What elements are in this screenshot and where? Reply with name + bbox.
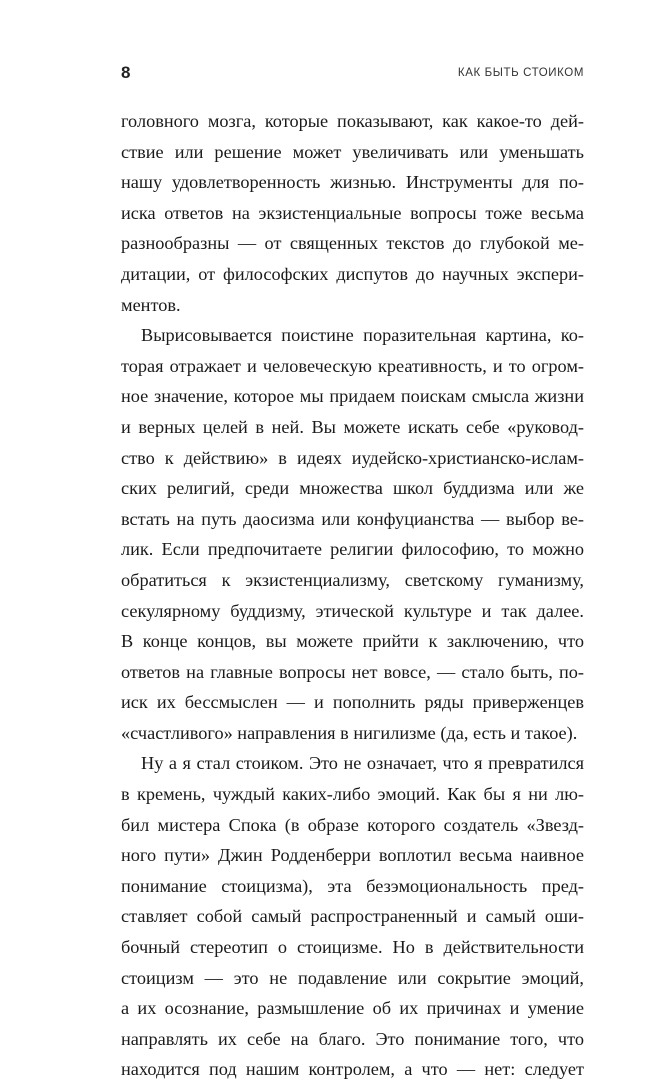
text-line: торая отражает и человеческую креативность, и то огром- (121, 355, 584, 376)
text-line: ответов на главные вопросы нет вовсе, — стало быть, по- (121, 661, 584, 682)
text-line: бочный стереотип о стоицизме. Но в действительности (121, 937, 584, 958)
text-line: секулярному буддизму, этической культуре и так далее. (121, 600, 584, 621)
page-number: 8 (121, 63, 131, 82)
text-line: встать на путь даосизма или конфуцианства — выбор ве- (121, 508, 584, 529)
text-line: ментов. (121, 294, 181, 315)
text-line: дитации, от философских диспутов до научных экспери- (121, 263, 584, 284)
text-line: иска ответов на экзистенциальные вопросы тоже весьма (121, 202, 584, 223)
text-line: Ну а я стал стоиком. Это не означает, что я превратился (141, 753, 584, 774)
text-line: иск их бессмыслен — и пополнить ряды приверженцев (121, 692, 584, 713)
text-line: ских религий, среди множества школ буддизма или же (121, 478, 584, 499)
text-line: ное значение, которое мы придаем поискам смысла жизни (121, 386, 584, 407)
text-line: понимание стоицизма), эта безэмоциональность пред- (121, 875, 584, 896)
text-line: направлять их себе на благо. Это понимание того, что (121, 1028, 584, 1049)
body-text (121, 106, 584, 1085)
text-line: ство к действию» в идеях иудейско-христианско-ислам- (121, 447, 584, 468)
text-line: ствие или решение может увеличивать или уменьшать (121, 141, 584, 162)
paragraph-2 (121, 320, 584, 748)
text-line: ставляет собой самый распространенный и самый оши- (121, 906, 584, 927)
text-line: в кремень, чуждый каких-либо эмоций. Как бы я ни лю- (121, 784, 584, 805)
running-header (121, 62, 584, 84)
text-line: разнообразны — от священных текстов до глубокой ме- (121, 233, 584, 254)
text-line: стоицизм — это не подавление или сокрытие эмоций, (121, 967, 584, 988)
text-line: «счастливого» направления в нигилизме (да, есть и такое). (121, 722, 578, 743)
text-line: ного пути» Джин Родденберри воплотил весьма наивное (121, 845, 584, 866)
paragraph-1 (121, 106, 584, 320)
text-line: а их осознание, размышление об их причинах и умение (121, 998, 584, 1019)
text-line: и верных целей в ней. Вы можете искать себе «руковод- (121, 416, 584, 437)
text-line: нашу удовлетворенность жизнью. Инструменты для по- (121, 172, 584, 193)
paragraph-3 (121, 748, 584, 1085)
text-line: обратиться к экзистенциализму, светскому гуманизму, (121, 569, 584, 590)
text-line: В конце концов, вы можете прийти к заключению, что (121, 631, 584, 652)
text-line: бил мистера Спока (в образе которого создатель «Звезд- (121, 814, 584, 835)
text-line: находится под нашим контролем, а что — нет: следует (121, 1059, 584, 1080)
text-line: головного мозга, которые показывают, как какое-то дей- (121, 111, 584, 131)
text-line: Вырисовывается поистине поразительная картина, ко- (141, 325, 584, 346)
running-book-title: КАК БЫТЬ СТОИКОМ (457, 67, 584, 79)
text-line: лик. Если предпочитаете религии философию, то можно (121, 539, 584, 560)
